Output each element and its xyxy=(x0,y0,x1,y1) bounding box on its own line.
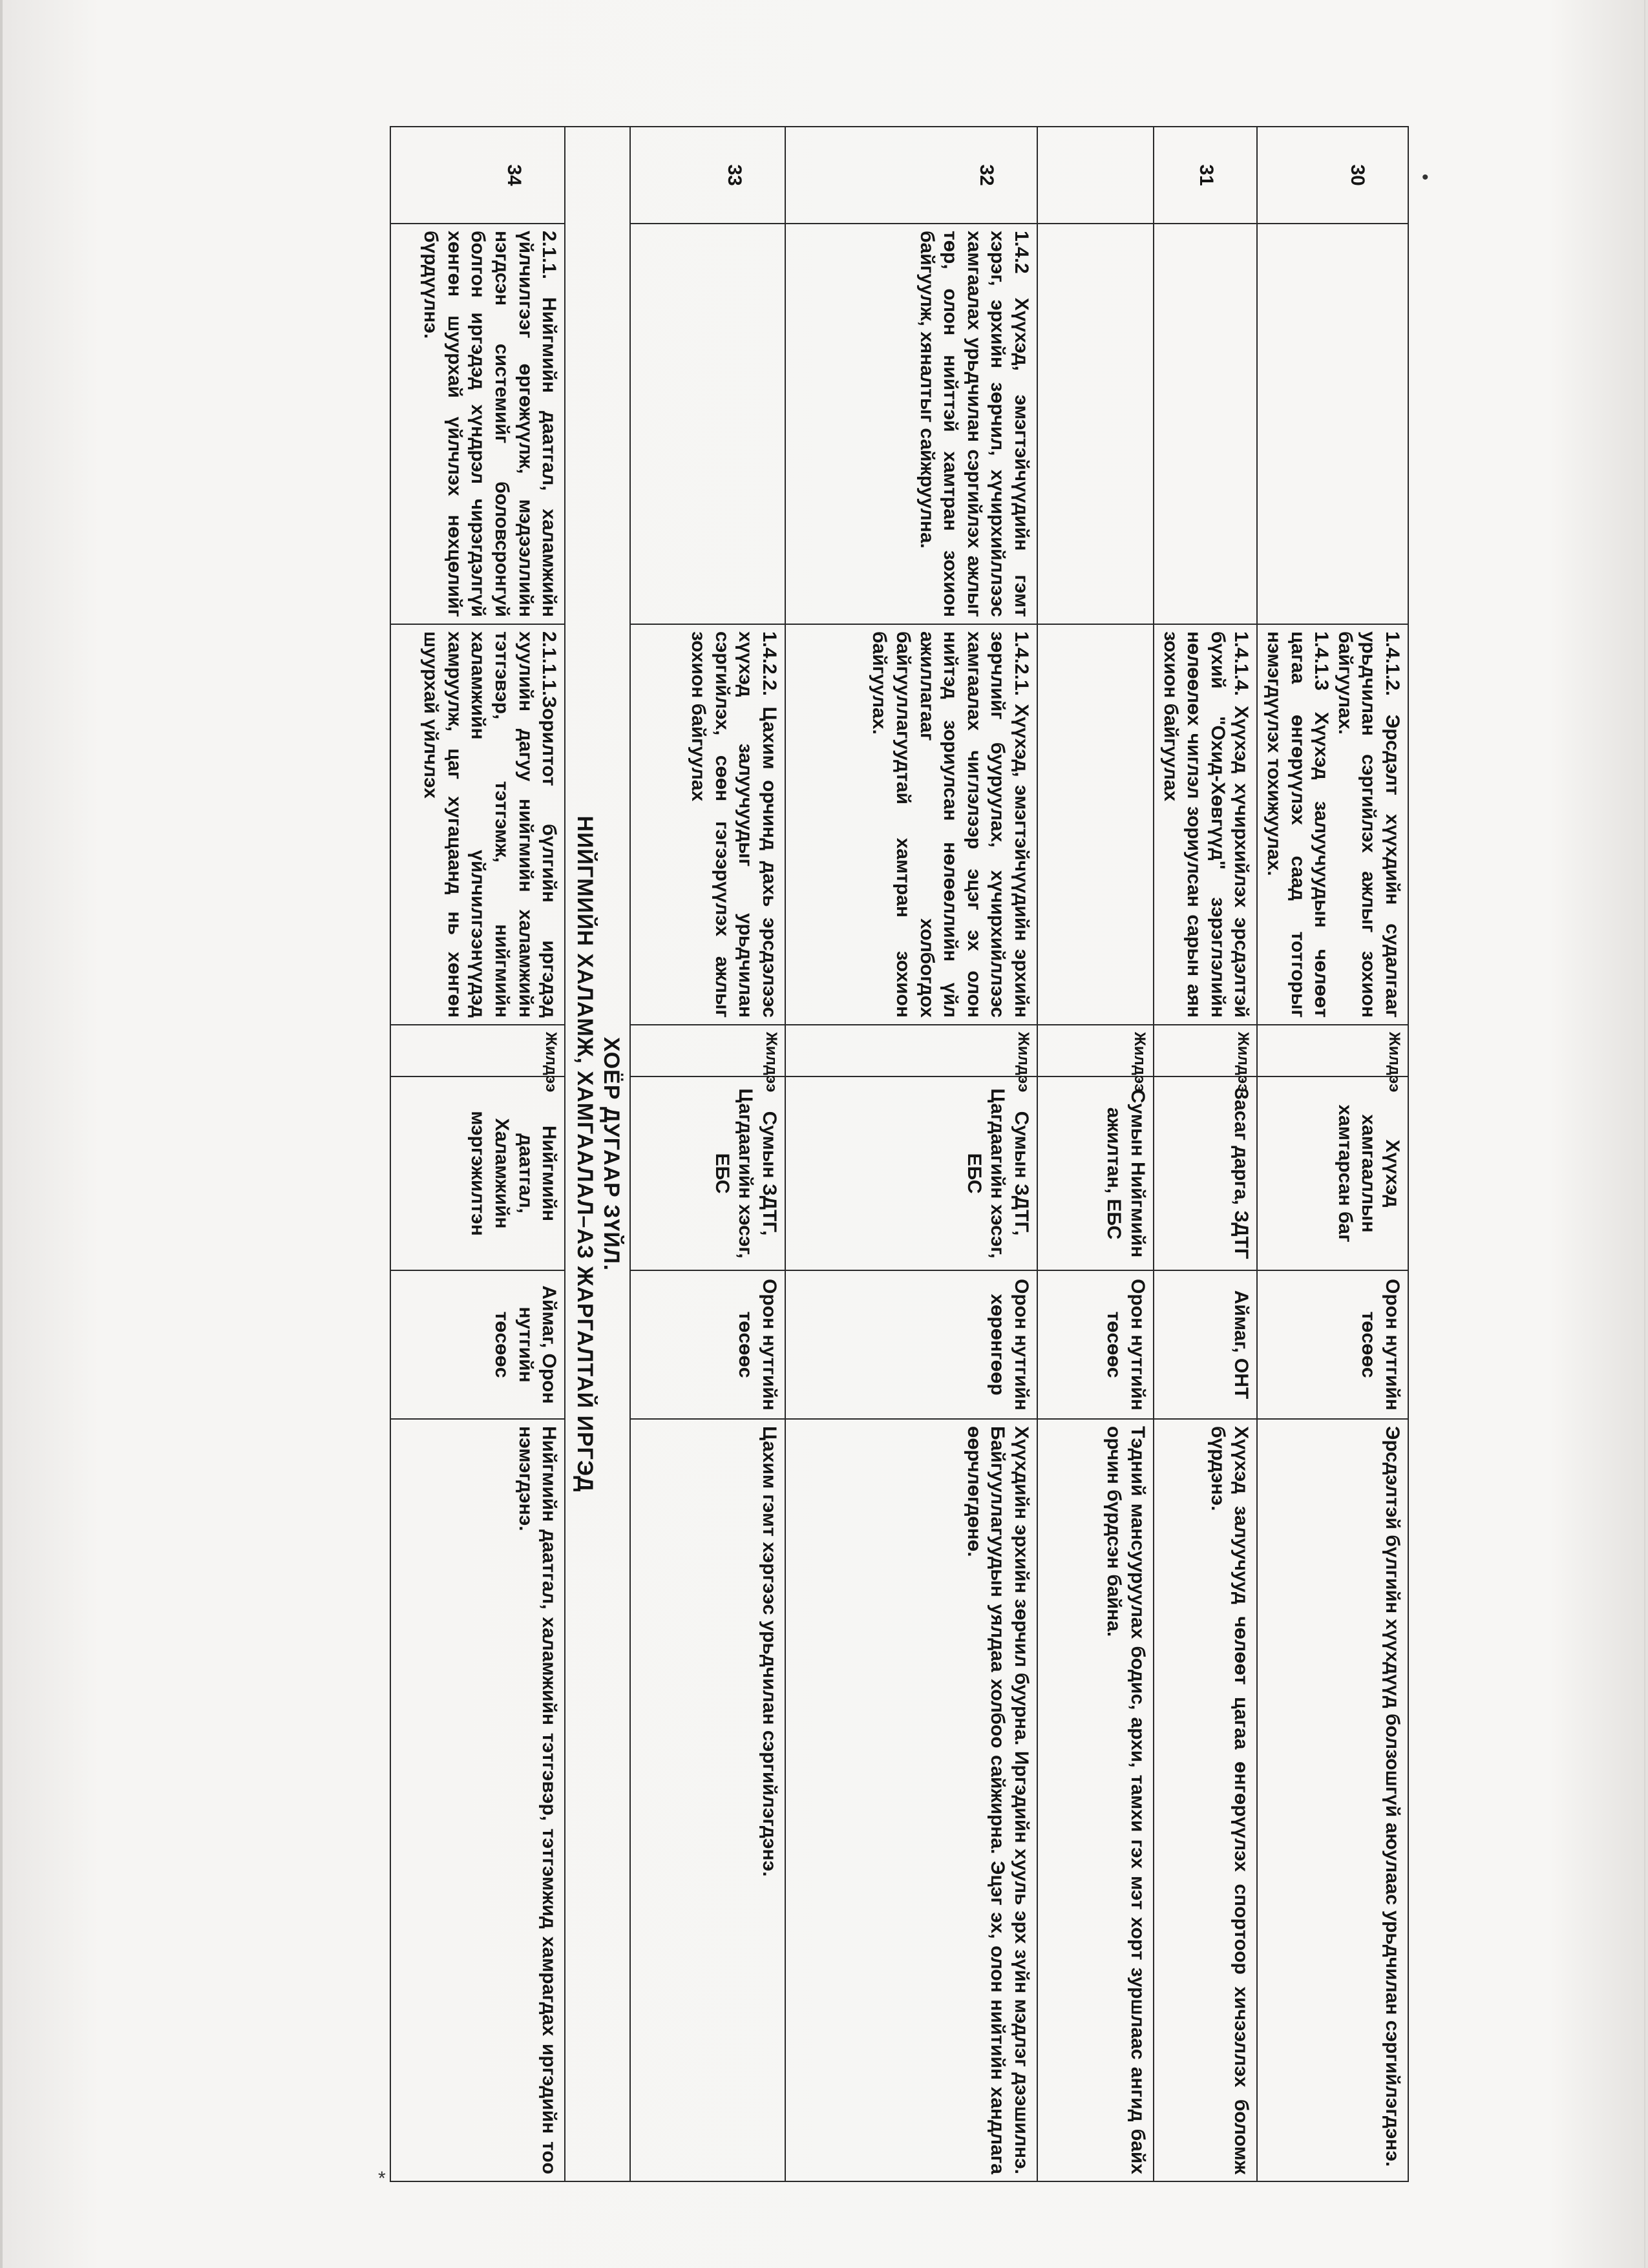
time-cell: Жилдээ xyxy=(1257,1025,1408,1076)
responsible-cell: Засаг дарга, ЗДТГ xyxy=(1154,1076,1257,1270)
objective-cell xyxy=(1154,224,1257,624)
time-cell: Жилдээ xyxy=(630,1025,785,1076)
row-number: 33 xyxy=(630,127,785,224)
row-number: 30 xyxy=(1257,127,1408,224)
action-plan-table xyxy=(390,126,1409,2182)
funding-cell: Аймаг, ОНТ xyxy=(1154,1270,1257,1419)
rotated-table-wrapper xyxy=(401,126,1409,2181)
funding-cell: Орон нутгийн төсөөс xyxy=(1037,1270,1154,1419)
responsible-cell: Сумын Нийгмийн ажилтан, ЕБС xyxy=(1037,1076,1154,1270)
outcome-cell: Тэдний мансууруулах бодис, архи, тамхи гэх мэт хорт зуршлаас ангид байх орчин бүрдсэн байна. xyxy=(1037,1419,1154,2181)
actions-cell: 2.1.1.1.Зорилтот бүлгийн иргэдэд хуулийн дагуу нийгмийн халамжийн тэтгэвэр, тэтгэмж, нийгмийн халамжийн үйлчилгээнүүдэд хамруулж, цаг хугацаанд нь хөнгөн шуурхай үйлчлэх xyxy=(390,624,565,1025)
table-body xyxy=(390,127,1408,2181)
funding-cell: Орон нутгийн төсөөс xyxy=(1257,1270,1408,1419)
responsible-cell: Нийгмийн даатгал, Халамжийн мэргэжилтэн xyxy=(390,1076,565,1270)
actions-cell: 1.4.1.2. Эрсдэлт хүүхдийн судалгааг урьдчилан сэргийлэх ажлыг зохион байгуулах. 1.4.1.3 Хүүхэд залуучуудын чөлөөт цагаа өнгөрүүлэх саад тотгорыг нэмэгдүүлэх тохижуулах. xyxy=(1257,624,1408,1025)
row-number: 34 xyxy=(390,127,565,224)
objective-cell: 2.1.1. Нийгмийн даатгал, халамжийн үйлчилгээг өргөжүүлж, мэдээллийн нэгдсэн системийг боловсронгуй болгон иргэдэд хүндрэл чирэгдэлгүй хөнгөн шуурхай үйлчлэх нөхцөлийг бүрдүүлнэ. xyxy=(390,224,565,624)
row-number: 32 xyxy=(785,127,1037,224)
time-cell: Жилдээ xyxy=(1154,1025,1257,1076)
time-cell: Жилдээ xyxy=(390,1025,565,1076)
actions-cell xyxy=(1037,624,1154,1025)
time-cell: Жилдээ xyxy=(785,1025,1037,1076)
table-row xyxy=(785,127,1037,2181)
actions-cell: 1.4.2.2. Цахим орчинд дахь эрсдэлээс хүүхэд залуучуудыг урьдчилан сэргийлэх, сөөн гэгээрүүлэх ажлыг зохион байгуулах xyxy=(630,624,785,1025)
time-cell: Жилдээ xyxy=(1037,1025,1154,1076)
funding-cell: Орон нутгийн төсөөс xyxy=(630,1270,785,1419)
table-row xyxy=(630,127,785,2181)
responsible-cell: Сумын ЗДТГ, Цагдаагийн хэсэг, ЕБС xyxy=(630,1076,785,1270)
scan-mark-bullet: • xyxy=(1422,167,1429,188)
outcome-cell: Хүүхдийн эрхийн зөрчил буурна. Иргэдийн хууль эрх зүйн мэдлэг дээшилнэ. Байгууллагуудын уялдаа холбоо сайжирна. Эцэг эх, олон нийтийн хандлага өөрчлөгдөнө. xyxy=(785,1419,1037,2181)
section-title: ХОЁР ДУГААР ЗҮЙЛ. НИЙГМИЙН ХАЛАМЖ, ХАМГААЛАЛ–АЗ ЖАРГАЛТАЙ ИРГЭД xyxy=(565,127,630,2181)
funding-cell: Орон нутгийн хөрөнгөөр xyxy=(785,1270,1037,1419)
objective-cell xyxy=(1257,224,1408,624)
objective-cell xyxy=(630,224,785,624)
actions-cell: 1.4.1.4. Хүүхэд хүчирхийлэх эрсдэлтэй бүхий "Охид-Хөвгүүд" зэрэглэлийн нөлөөлөх чиглэл зориулсан сарын аян зохион байгуулах xyxy=(1154,624,1257,1025)
responsible-cell: Хүүхэд хамгааллын хамтарсан баг xyxy=(1257,1076,1408,1270)
outcome-cell: Нийгмийн даатгал, халамжийн тэтгэвэр, тэтгэмжид хамрагдах иргэдийн тоо нэмэгдэнэ. xyxy=(390,1419,565,2181)
objective-cell xyxy=(1037,224,1154,624)
actions-cell: 1.4.2.1. Хүүхэд, эмэгтэйчүүдийн эрхийн зөрчлийг бууруулах, хүчирхийллээс хамгаалах чиглэлээр эцэг эх олон нийтэд зориулсан нөлөөллийн үйл ажиллагааг холбогдох байгууллагуудтай хамтран зохион байгуулах. xyxy=(785,624,1037,1025)
outcome-cell: Хүүхэд залуучууд чөлөөт цагаа өнгөрүүлэх спортоор хичээллэх боломж бүрдэнэ. xyxy=(1154,1419,1257,2181)
scan-mark-corner: * xyxy=(378,2168,386,2189)
table-row xyxy=(1037,127,1154,2181)
row-number: 31 xyxy=(1154,127,1257,224)
section-heading-row xyxy=(565,127,630,2181)
page-edge-left xyxy=(0,0,3,2268)
outcome-cell: Цахим гэмт хэргээс урьдчилан сэргийлэгдэнэ. xyxy=(630,1419,785,2181)
row-number xyxy=(1037,127,1154,224)
page-edge-right xyxy=(1644,0,1645,2268)
table-row xyxy=(390,127,565,2181)
table-row xyxy=(1257,127,1408,2181)
responsible-cell: Сумын ЗДТГ, Цагдаагийн хэсэг, ЕБС xyxy=(785,1076,1037,1270)
objective-cell: 1.4.2 Хүүхэд, эмэгтэйчүүдийн гэмт хэрэг, эрхийн зөрчил, хүчирхийллээс хамгаалах урьдчилан сэргийлэх ажлыг төр, олон нийттэй хамтран зохион байгуулж, хяналтыг сайжруулна. xyxy=(785,224,1037,624)
funding-cell: Аймаг, Орон нутгийн төсөөс xyxy=(390,1270,565,1419)
table-row xyxy=(1154,127,1257,2181)
outcome-cell: Эрсдэлтэй бүлгийн хүүхдүүд болзошгүй аюулаас урьдчилан сэргийлэгдэнэ. xyxy=(1257,1419,1408,2181)
